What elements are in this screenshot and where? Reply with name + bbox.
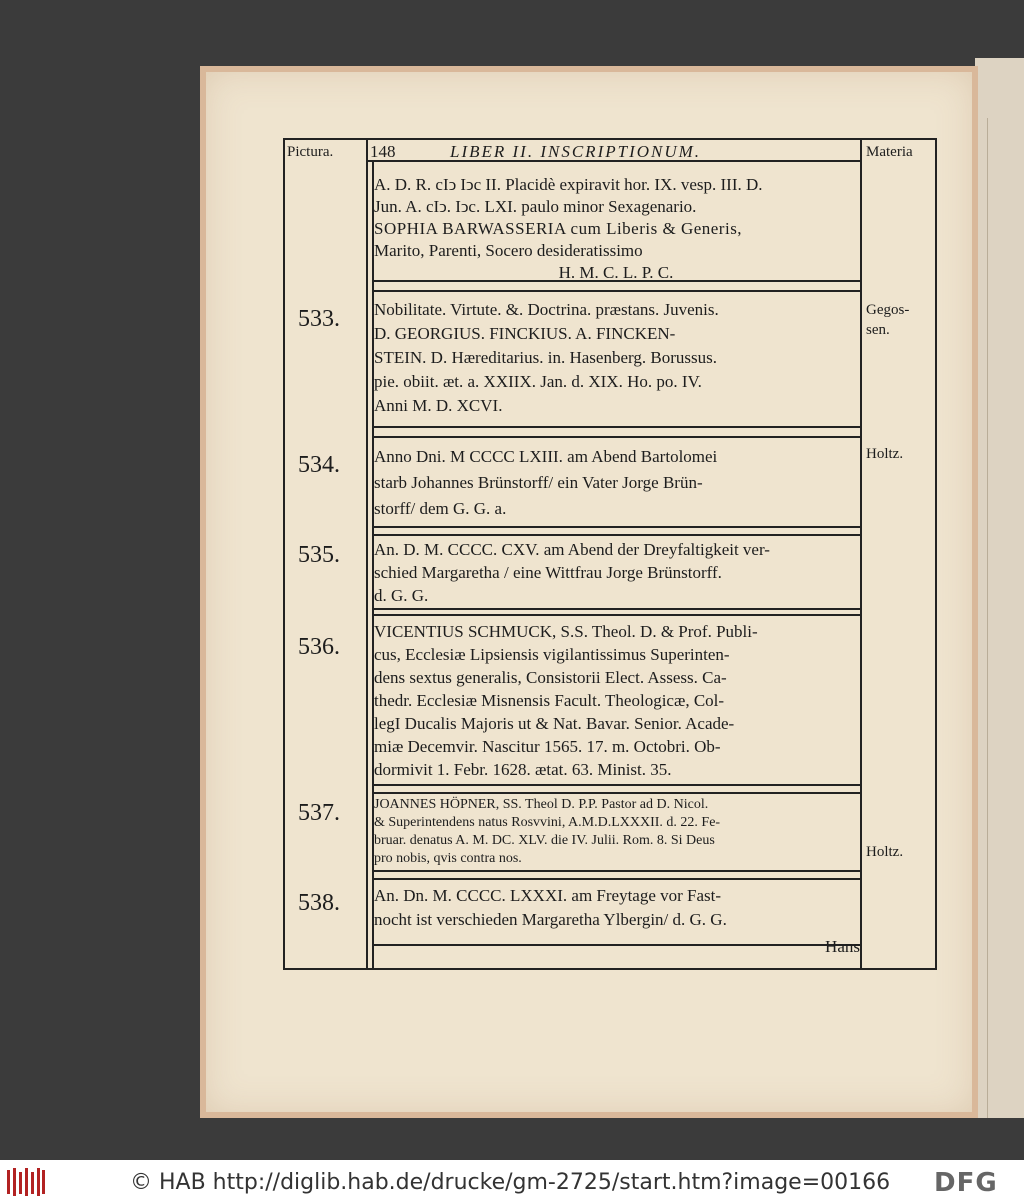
entry-line: starb Johannes Brünstorff/ ein Vater Jorge Brün-: [374, 473, 703, 492]
catchword: Hans: [825, 937, 860, 956]
row-rule: [372, 290, 860, 292]
entry-line: d. G. G.: [374, 586, 429, 605]
inscription-entry: [374, 444, 858, 522]
adjacent-page-edge: [975, 58, 1024, 1118]
entry-line: storff/ dem G. G. a.: [374, 499, 507, 518]
entry-line: D. GEORGIUS. FINCKIUS. A. FINCKEN-: [374, 324, 676, 343]
inscription-entry: [374, 884, 858, 932]
running-title: LIBER II. INSCRIPTIONUM.: [450, 142, 702, 161]
entry-line: pie. obiit. æt. a. XXIIX. Jan. d. XIX. Ho. po. IV.: [374, 372, 702, 391]
material-note: Holtz.: [866, 446, 904, 462]
inscription-entry: [374, 298, 858, 418]
row-rule: [372, 878, 860, 880]
entry-line: legI Ducalis Majoris ut & Nat. Bavar. Senior. Acade-: [374, 714, 735, 733]
entry-number: 537.: [298, 800, 340, 826]
entry-line: VICENTIUS SCHMUCK, S.S. Theol. D. & Prof. Publi-: [374, 622, 758, 641]
entry-line: SOPHIA BARWASSERIA cum Liberis & Generis,: [374, 219, 743, 238]
entry-line: Anno Dni. M CCCC LXIII. am Abend Bartolomei: [374, 447, 718, 466]
entry-line: cus, Ecclesiæ Lipsiensis vigilantissimus Superinten-: [374, 645, 730, 664]
footer-bar: [0, 1160, 1024, 1203]
entry-line: JOANNES HÖPNER, SS. Theol D. P.P. Pastor ad D. Nicol.: [374, 797, 709, 812]
entry-line: Anni M. D. XCVI.: [374, 396, 503, 415]
entry-line: Nobilitate. Virtute. &. Doctrina. præstans. Juvenis.: [374, 300, 719, 319]
entry-number: 535.: [298, 542, 340, 568]
entry-line: & Superintendens natus Rosvvini, A.M.D.LXXXII. d. 22. Fe-: [374, 815, 721, 830]
entry-line: dormivit 1. Febr. 1628. ætat. 63. Minist. 35.: [374, 760, 672, 779]
entry-line: An. Dn. M. CCCC. LXXXI. am Freytage vor Fast-: [374, 886, 722, 905]
material-note: Gegos- sen.: [866, 302, 910, 338]
row-rule: [372, 792, 860, 794]
entry-number: 536.: [298, 634, 340, 660]
entry-line: An. D. M. CCCC. CXV. am Abend der Dreyfaltigkeit ver-: [374, 540, 770, 559]
entry-number: 534.: [298, 452, 340, 478]
column-label-pictura: Pictura.: [287, 144, 334, 160]
entry-line: A. D. R. cIↄ Iↄc II. Placidè expiravit hor. IX. vesp. III. D.: [374, 175, 763, 194]
hab-logo-icon: [6, 1166, 46, 1198]
page-number: 148: [370, 142, 396, 161]
row-rule: [372, 526, 860, 528]
inscription-entry: [374, 174, 858, 284]
entry-closing: H. M. C. L. P. C.: [558, 263, 674, 282]
entry-line: schied Margaretha / eine Wittfrau Jorge Brünstorff.: [374, 563, 722, 582]
entry-line: pro nobis, qvis contra nos.: [374, 851, 522, 866]
entry-line: Marito, Parenti, Socero desideratissimo: [374, 241, 643, 260]
row-rule: [372, 870, 860, 872]
inscription-entry: [374, 538, 858, 607]
dfg-logo: DFG: [934, 1168, 998, 1198]
entry-line: STEIN. D. Hæreditarius. in. Hasenberg. Borussus.: [374, 348, 717, 367]
inscription-entry: [374, 620, 858, 781]
column-divider-left: [366, 138, 368, 970]
column-label-materia: Materia: [866, 144, 913, 160]
entry-line: nocht ist verschieden Margaretha Ylbergin/ d. G. G.: [374, 910, 727, 929]
row-rule: [372, 436, 860, 438]
row-rule: [372, 944, 860, 946]
material-note: Holtz.: [866, 844, 904, 860]
entry-line: dens sextus generalis, Consistorii Elect. Assess. Ca-: [374, 668, 727, 687]
inscription-entry: [374, 796, 858, 868]
entry-line: miæ Decemvir. Nascitur 1565. 17. m. Octobri. Ob-: [374, 737, 721, 756]
row-rule: [372, 534, 860, 536]
row-rule: [372, 608, 860, 610]
entry-line: Jun. A. cIↄ. Iↄc. LXI. paulo minor Sexagenario.: [374, 197, 697, 216]
copyright-url: © HAB http://diglib.hab.de/drucke/gm-2725/start.htm?image=00166: [130, 1170, 891, 1195]
entry-number: 538.: [298, 890, 340, 916]
column-divider-right: [860, 138, 862, 970]
entry-line: thedr. Ecclesiæ Misnensis Facult. Theologicæ, Col-: [374, 691, 725, 710]
row-rule: [372, 784, 860, 786]
entry-number: 533.: [298, 306, 340, 332]
entry-line: bruar. denatus A. M. DC. XLV. die IV. Julii. Rom. 8. Si Deus: [374, 833, 715, 848]
row-rule: [372, 426, 860, 428]
row-rule: [372, 614, 860, 616]
